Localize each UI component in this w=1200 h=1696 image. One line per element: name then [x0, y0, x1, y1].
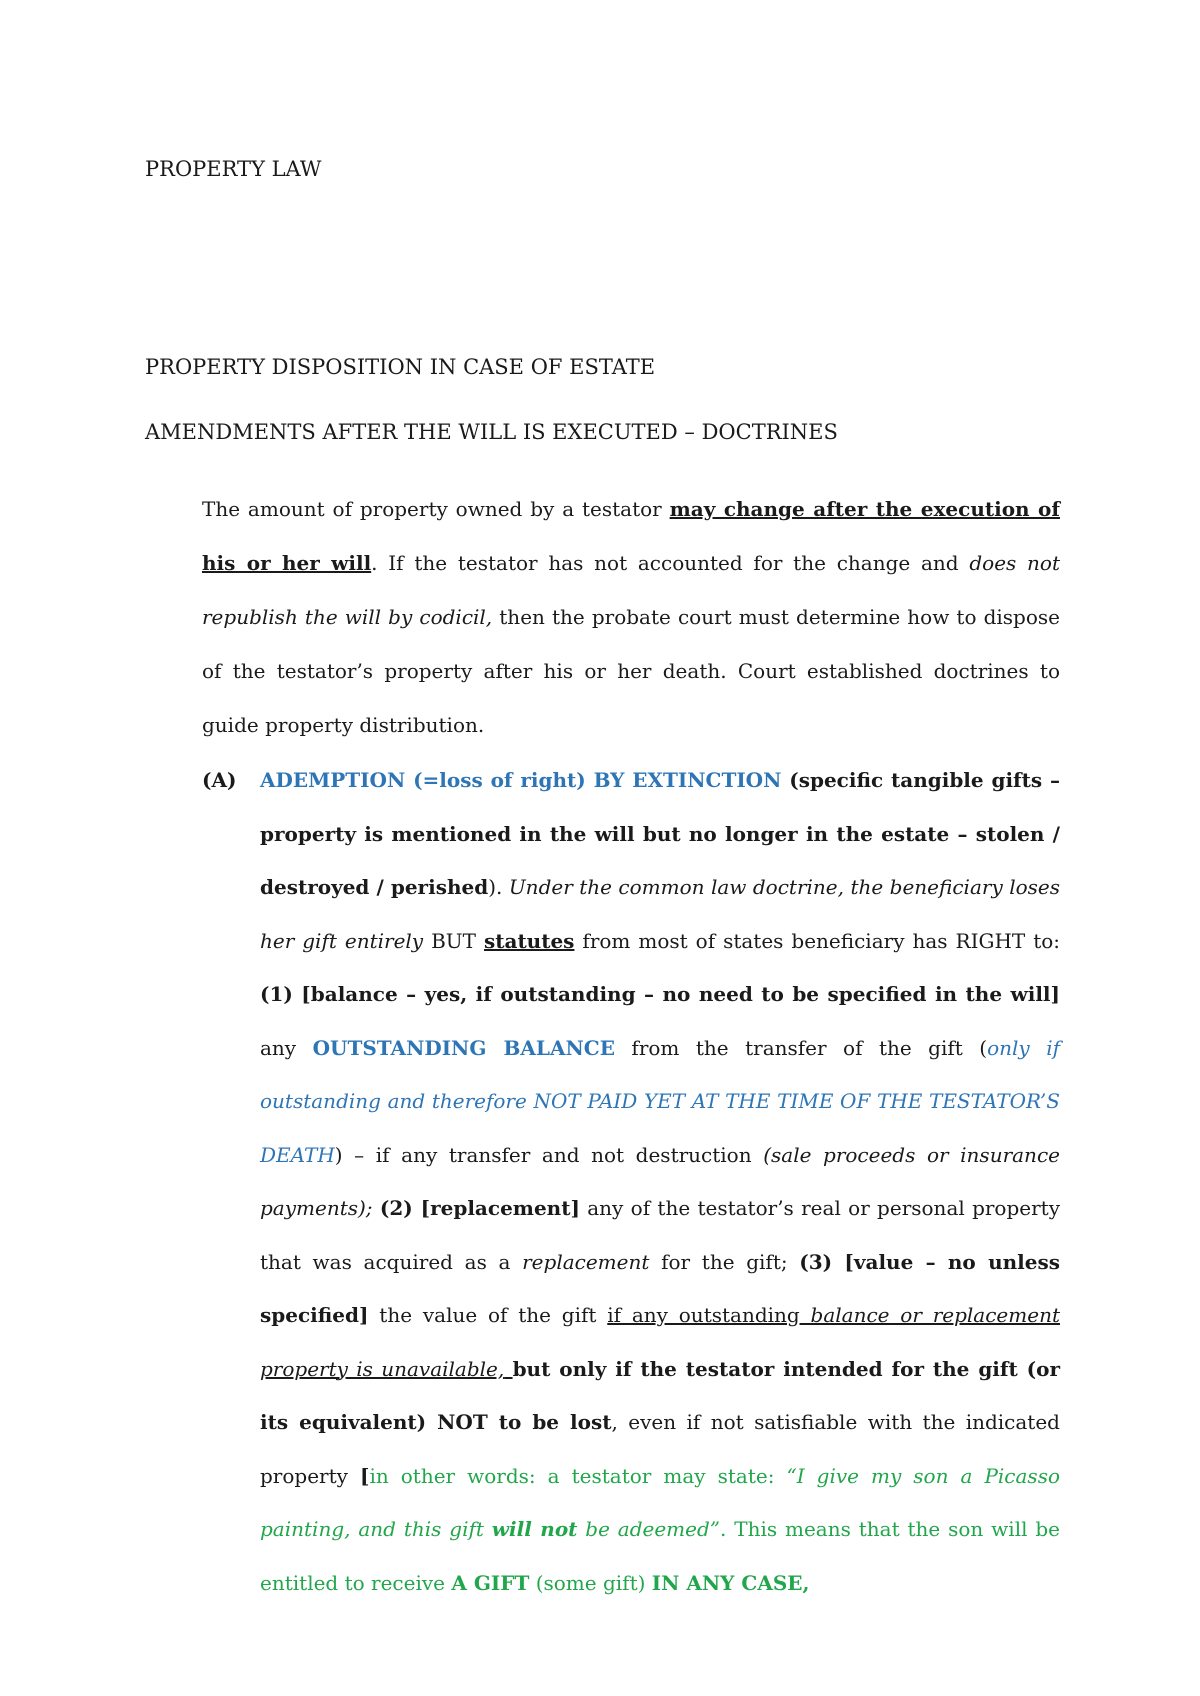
text-run: (some gift) [529, 1570, 652, 1595]
list-item-ademption [202, 754, 1060, 1610]
text-run: [ [359, 1463, 370, 1488]
intro-text-3: then the probate court must determine how to dispose of the testator’s property after his or her death. Court established doctrines to guide property distribution. [202, 605, 1060, 737]
intro-text-2: . If the testator has not accounted for the change and [371, 551, 970, 575]
text-run: A GIFT [451, 1570, 530, 1595]
outstanding-note: only if outstanding and therefore NOT PAID YET AT THE TIME OF THE TESTATOR’S DEATH [260, 1035, 1060, 1167]
text-run: . This means that the son will be entitled to receive [260, 1517, 1060, 1595]
text-run: from most of states beneficiary has RIGHT to: [574, 928, 1061, 953]
text-run: IN ANY CASE, [651, 1570, 810, 1595]
intro-italic-codicil: does not republish the will by codicil, [202, 551, 1060, 629]
item-body [260, 754, 1060, 1610]
text-run: ). [488, 875, 509, 899]
text-run: balance or replacement property is unavailable, [260, 1303, 1060, 1381]
intro-emphasis-underlined: may change after the execution of his or her will [202, 497, 1060, 575]
text-run: “I give my son a Picasso painting, and this gift [260, 1463, 1061, 1541]
doctrine-list [202, 754, 1060, 1610]
right-1-balance: (1) [balance – yes, if outstanding – no need to be specified in the will] [260, 982, 1060, 1006]
text-run: the value of the gift [368, 1303, 608, 1327]
text-run: be adeemed” [577, 1517, 721, 1541]
replacement-term: replacement [522, 1249, 650, 1274]
sale-proceeds-note: (sale proceeds or insurance payments); [260, 1142, 1060, 1220]
outstanding-balance-term: OUTSTANDING BALANCE [312, 1035, 615, 1060]
text-run: for the gift; [649, 1249, 800, 1274]
statutes-term: statutes [483, 928, 575, 953]
ademption-scope: (specific tangible gifts – property is mentioned in the will but no longer in the estate – stolen / destroyed / perished [260, 768, 1060, 899]
ademption-heading: ADEMPTION (=loss of right) BY EXTINCTION [260, 768, 782, 792]
text-run: from the transfer of the gift ( [614, 1035, 988, 1060]
text-run: BUT [423, 928, 484, 953]
document-title: PROPERTY LAW [145, 157, 322, 181]
text-run: any of the testator’s real or personal property that was acquired as a [260, 1196, 1061, 1274]
text-run [373, 1196, 380, 1220]
section-heading: PROPERTY DISPOSITION IN CASE OF ESTATE [145, 355, 656, 379]
text-run: if any outstanding [607, 1303, 811, 1327]
right-3-value: (3) [value – no unless specified] [260, 1249, 1060, 1327]
text-run: any [260, 1035, 313, 1060]
intent-condition: but only if the testator intended for the gift (or its equivalent) NOT to be lost [260, 1356, 1060, 1434]
intro-paragraph [202, 482, 1060, 752]
example-intro: in other words: a testator may state: [369, 1463, 787, 1488]
text-run: will not [491, 1517, 578, 1541]
text-run [504, 1357, 512, 1381]
intro-text-1: The amount of property owned by a testator [202, 497, 670, 521]
text-run: , even if not satisfiable with the indicated property [260, 1410, 1060, 1488]
text-run: ) – if any transfer and not destruction [334, 1142, 764, 1167]
subsection-heading: AMENDMENTS AFTER THE WILL IS EXECUTED – DOCTRINES [145, 420, 838, 444]
common-law-rule: Under the common law doctrine, the beneficiary loses her gift entirely [260, 875, 1060, 953]
item-label: (A) [202, 768, 237, 792]
right-2-replacement: (2) [replacement] [379, 1196, 580, 1220]
